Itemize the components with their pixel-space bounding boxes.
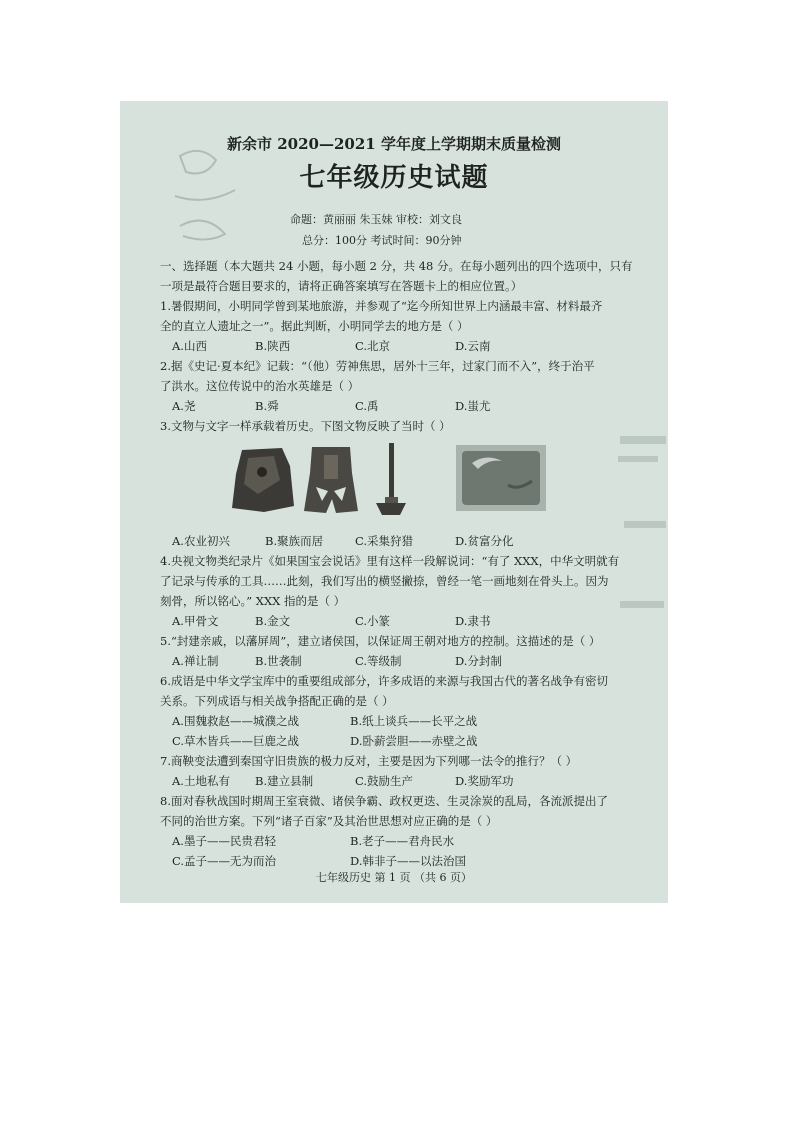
- q3-option-d: D.贫富分化: [455, 534, 514, 548]
- q4-option-a: A.甲骨文: [172, 614, 219, 628]
- q6-stem-line-2: 关系。下列成语与相关战争搭配正确的是（ ）: [160, 694, 394, 708]
- page-footer: 七年级历史 第 1 页 （共 6 页）: [316, 871, 472, 884]
- q7-option-d: D.奖励军功: [455, 774, 514, 788]
- q8-option-c: C.孟子——无为而治: [172, 854, 277, 868]
- q2-option-c: C.禹: [355, 399, 379, 413]
- q4-option-b: B.金文: [255, 614, 291, 628]
- q3-option-a: A.农业初兴: [172, 534, 230, 548]
- q1-option-b: B.陕西: [255, 339, 291, 353]
- q4-stem-line-2: 了记录与传承的工具……此刻，我们写出的横竖撇捺，曾经一笔一画地刻在骨头上。因为: [160, 574, 609, 588]
- q5-option-b: B.世袭制: [255, 654, 302, 668]
- q1-stem-line-2: 全的直立人遗址之一”。据此判断，小明同学去的地方是（ ）: [160, 319, 469, 333]
- q8-option-b: B.老子——君舟民水: [350, 834, 455, 848]
- q5-option-d: D.分封制: [455, 654, 502, 668]
- q3-option-b: B.聚族而居: [265, 534, 324, 548]
- artifact-jade-image: [456, 445, 546, 511]
- q2-option-d: D.蚩尤: [455, 399, 491, 413]
- q1-option-a: A.山西: [172, 339, 207, 353]
- q4-stem-line-1: 4.央视文物类纪录片《如果国宝会说话》里有这样一段解说词：“有了 XXX，中华文明就有: [160, 554, 620, 568]
- q6-option-b: B.纸上谈兵——长平之战: [350, 714, 478, 728]
- score-time-line: 总分：100分 考试时间：90分钟: [302, 234, 462, 247]
- section-intro-line-1: 一、选择题（本大题共 24 小题，每小题 2 分，共 48 分。在每小题列出的四个选项中，只有: [160, 259, 633, 273]
- q8-option-d: D.韩非子——以法治国: [350, 854, 466, 868]
- q3-option-c: C.采集狩猎: [355, 534, 414, 548]
- q2-stem-line-1: 2.据《史记·夏本纪》记载：“（他）劳神焦思，居外十三年，过家门而不入”，终于治平: [160, 359, 595, 373]
- q1-option-d: D.云南: [455, 339, 491, 353]
- q3-stem: 3.文物与文字一样承载着历史。下图文物反映了当时（ ）: [160, 419, 451, 433]
- q7-option-a: A.土地私有: [172, 774, 230, 788]
- artifact-bone-tool-image: [228, 444, 296, 514]
- artifact-stone-tool-image: [374, 441, 408, 517]
- q4-option-d: D.隶书: [455, 614, 491, 628]
- q8-option-a: A.墨子——民贵君轻: [172, 834, 276, 848]
- q2-option-a: A.尧: [172, 399, 196, 413]
- artifact-spade-image: [302, 443, 360, 515]
- authors-line: 命题：黄丽丽 朱玉妹 审校：刘文良: [290, 213, 462, 226]
- exam-title: 新余市 2020—2021 学年度上学期期末质量检测: [227, 135, 561, 153]
- q5-stem: 5.“封建亲戚，以藩屏周”，建立诸侯国，以保证周王朝对地方的控制。这描述的是（ ）: [160, 634, 601, 648]
- q2-stem-line-2: 了洪水。这位传说中的治水英雄是（ ）: [160, 379, 360, 393]
- q8-stem-line-2: 不同的治世方案。下列“诸子百家”及其治世思想对应正确的是（ ）: [160, 814, 498, 828]
- q1-option-c: C.北京: [355, 339, 391, 353]
- q4-option-c: C.小篆: [355, 614, 391, 628]
- q4-stem-line-3: 刻骨，所以铭心。” XXX 指的是（ ）: [160, 594, 346, 608]
- q8-stem-line-1: 8.面对春秋战国时期周王室衰微、诸侯争霸、政权更迭、生灵涂炭的乱局，各流派提出了: [160, 794, 608, 808]
- section-intro-line-2: 一项是最符合题目要求的，请将正确答案填写在答题卡上的相应位置。）: [160, 279, 523, 293]
- q5-option-c: C.等级制: [355, 654, 402, 668]
- q1-stem-line-1: 1.暑假期间，小明同学曾到某地旅游，并参观了“迄今所知世界上内涵最丰富、材料最齐: [160, 299, 603, 313]
- subject-title: 七年级历史试题: [299, 163, 489, 193]
- q2-option-b: B.舜: [255, 399, 279, 413]
- q6-stem-line-1: 6.成语是中华文学宝库中的重要组成部分，许多成语的来源与我国古代的著名战争有密切: [160, 674, 608, 688]
- q5-option-a: A.禅让制: [172, 654, 219, 668]
- q7-option-b: B.建立县制: [255, 774, 314, 788]
- q7-option-c: C.鼓励生产: [355, 774, 414, 788]
- q7-stem: 7.商鞅变法遭到秦国守旧贵族的极力反对，主要是因为下列哪一法令的推行？（ ）: [160, 754, 578, 768]
- q6-option-c: C.草木皆兵——巨鹿之战: [172, 734, 300, 748]
- exam-sheet: [120, 101, 668, 903]
- q6-option-d: D.卧薪尝胆——赤壁之战: [350, 734, 478, 748]
- q6-option-a: A.围魏救赵——城濮之战: [172, 714, 299, 728]
